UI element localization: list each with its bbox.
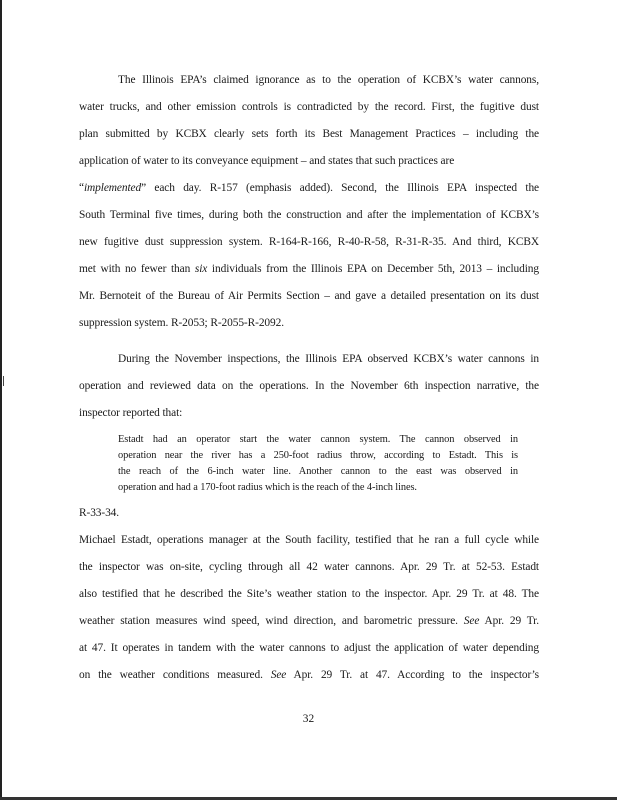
text-run: met with no fewer than <box>79 263 195 275</box>
blockquote-line: operation near the river has a 250-foot radius throw, according to Estadt. This is <box>118 450 518 461</box>
text-line: the inspector was on-site, cycling through all 42 water cannons. Apr. 29 Tr. at 52-53. Estadt <box>79 561 539 573</box>
blockquote-line: the reach of the 6-inch water line. Another cannon to the east was observed in <box>118 466 518 477</box>
scan-margin-mark <box>3 376 4 386</box>
text-run: ” each day. R-157 (emphasis added). Second, the Illinois EPA inspected the <box>141 182 539 194</box>
text-line: inspector reported that: <box>79 407 183 419</box>
text-line: new fugitive dust suppression system. R-164-R-166, R-40-R-58, R-31-R-35. And third, KCBX <box>79 236 539 248</box>
text-line: During the November inspections, the Illinois EPA observed KCBX’s water cannons in <box>118 353 539 365</box>
text-line: Mr. Bernoteit of the Bureau of Air Permits Section – and gave a detailed presentation on its dust <box>79 290 539 302</box>
text-run: Apr. 29 Tr. at 47. According to the inspector’s <box>286 669 539 681</box>
text-line: South Terminal five times, during both the construction and after the implementation of KCBX’s <box>79 209 539 221</box>
text-line: Michael Estadt, operations manager at the South facility, testified that he ran a full cycle while <box>79 534 539 546</box>
text-run: on the weather conditions measured. <box>79 669 271 681</box>
text-line <box>79 262 539 276</box>
text-line: application of water to its conveyance equipment – and states that such practices are <box>79 155 455 167</box>
blockquote-line: operation and had a 170-foot radius which is the reach of the 4-inch lines. <box>118 482 417 493</box>
text-line: water trucks, and other emission controls is contradicted by the record. First, the fugitive dust <box>79 101 539 113</box>
text-run: weather station measures wind speed, wind direction, and barometric pressure. <box>79 615 464 627</box>
text-run: individuals from the Illinois EPA on December 5th, 2013 – including <box>207 263 539 275</box>
scan-left-edge <box>0 0 2 800</box>
text-line: also testified that he described the Site’s weather station to the inspector. Apr. 29 Tr. at 48. The <box>79 588 539 600</box>
text-line <box>79 668 539 682</box>
text-line: suppression system. R-2053; R-2055-R-2092. <box>79 317 284 329</box>
page-number: 32 <box>302 713 315 725</box>
text-run: “ <box>79 182 84 194</box>
text-run: Apr. 29 Tr. <box>479 615 539 627</box>
text-line: at 47. It operates in tandem with the water cannons to adjust the application of water depending <box>79 642 539 654</box>
emphasis-text: implemented <box>83 182 142 194</box>
citation: R-33-34. <box>79 507 120 519</box>
text-line: The Illinois EPA’s claimed ignorance as to the operation of KCBX’s water cannons, <box>118 74 539 86</box>
text-line <box>79 181 539 195</box>
blockquote-line: Estadt had an operator start the water cannon system. The cannon observed in <box>118 434 518 445</box>
text-line <box>79 614 539 628</box>
emphasis-text: six <box>194 263 208 275</box>
text-line: plan submitted by KCBX clearly sets forth its Best Management Practices – including the <box>79 128 539 140</box>
emphasis-text: See <box>270 669 287 681</box>
emphasis-text: See <box>463 615 480 627</box>
text-line: operation and reviewed data on the operations. In the November 6th inspection narrative, the <box>79 380 539 392</box>
